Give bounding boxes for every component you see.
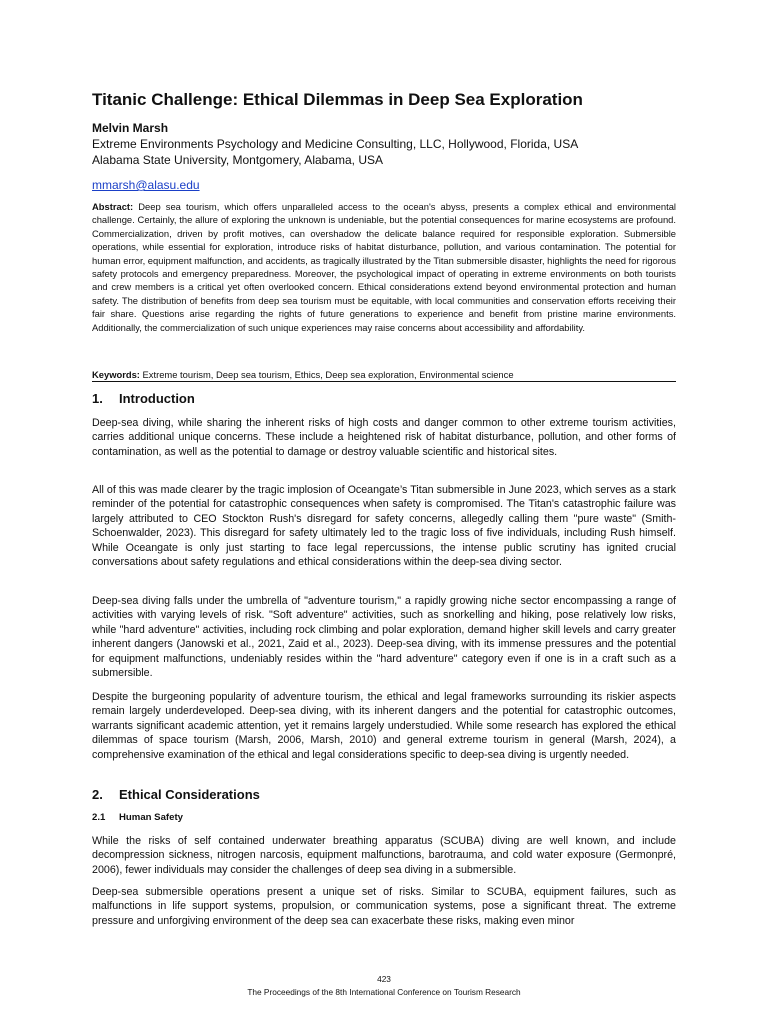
intro-paragraph-4: Despite the burgeoning popularity of adventure tourism, the ethical and legal frameworks surrounding its riskier aspects remain largely underdeveloped. Deep-sea diving, with its inherent dangers and the potential for catastrophic outcomes, warrants significant academic attention, yet it remains largely understudied. While some research has explored the ethical dilemmas of space tourism (Marsh, 2006, Marsh, 2010) and general extreme tourism in general (Marsh, 2024), a comprehensive examination of the ethical and legal considerations specific to deep-sea diving is urgently needed. [92, 691, 676, 761]
paper-title: Titanic Challenge: Ethical Dilemmas in Deep Sea Exploration [92, 90, 583, 109]
human-safety-paragraph-1: While the risks of self contained underwater breathing apparatus (SCUBA) diving are well known, and include decompression sickness, nitrogen narcosis, equipment malfunctions, barotrauma, and cold water exposure (Germonpré, 2006), fewer individuals may consider the challenges of deep sea diving in a submersible. [92, 835, 676, 876]
section-title: Introduction [119, 391, 195, 406]
intro-paragraph-2: All of this was made clearer by the tragic implosion of Oceangate’s Titan submersible in June 2023, which serves as a stark reminder of the potential for catastrophic consequences when safety is compromised. The Titan's catastrophic failure was largely attributed to CEO Stockton Rush's disregard for safety concerns, allegedly calling them "pure waste" (Smith-Schoenwalder, 2023). This disregard for safety ultimately led to the tragic loss of five individuals, including Rush himself. While Oceangate is only just starting to face legal repercussions, the intense public scrutiny has ignited crucial conversations about safety regulations and ethical considerations within the deep-sea diving sector. [92, 484, 676, 569]
page-number: 423 [377, 974, 391, 984]
keywords-label: Keywords: [92, 369, 140, 380]
intro-paragraph-1: Deep-sea diving, while sharing the inherent risks of high costs and danger common to other extreme tourism activities, carries additional unique concerns. These include a heightened risk of habitat disturbance, pollution, and other forms of contamination, as well as the potential to damage or destroy valuable scientific and historical sites. [92, 417, 676, 458]
section-number: 1. [92, 391, 103, 406]
section-title: Ethical Considerations [119, 787, 260, 802]
author-name: Melvin Marsh [92, 121, 169, 135]
abstract-divider [92, 381, 676, 382]
keywords [92, 368, 676, 381]
section-number: 2. [92, 787, 103, 802]
section-heading-ethical-considerations [92, 787, 260, 803]
author-email-link[interactable]: mmarsh@alasu.edu [92, 178, 200, 192]
intro-paragraph-3: Deep-sea diving falls under the umbrella of "adventure tourism," a rapidly growing niche sector encompassing a range of activities with varying levels of risk. "Soft adventure" activities, such as snorkelling and hiking, pose relatively low risks, while "hard adventure" activities, including rock climbing and polar exploration, demand higher skill levels and carry greater inherent dangers (Janowski et al., 2021, Zaid et al., 2023). Deep-sea diving, with its immense pressures and the potential for equipment malfunctions, undeniably resides within the "hard adventure" category even if one is in a craft such as a submersible. [92, 595, 676, 680]
section-heading-introduction [92, 391, 195, 407]
subsection-number: 2.1 [92, 812, 106, 823]
abstract [92, 200, 676, 334]
subsection-title: Human Safety [119, 812, 183, 823]
subsection-heading-human-safety [92, 812, 183, 824]
abstract-text: Deep sea tourism, which offers unparalleled access to the ocean's abyss, presents a complex ethical and environmental challenge. Certainly, the allure of exploring the unknown is undeniable, but the potential consequences for marine ecosystems are profound. Commercialization, driven by profit motives, can overshadow the delicate balance required for responsible exploration. Submersible operations, while essential for exploration, introduce risks of habitat disturbance, pollution, and various contamination. The potential for human error, equipment malfunction, and accidents, as tragically illustrated by the Titan submersible disaster, highlights the need for rigorous safety protocols and emergency preparedness. Moreover, the psychological impact of operating in extreme environments on both tourists and crew members is a critical yet often overlooked concern. Ethical considerations extend beyond environmental protection and human safety. The distribution of benefits from deep sea tourism must be equitable, with local communities and conservation efforts receiving their fair share. Questions arise regarding the rights of future generations to experience and benefit from pristine marine environments. Additionally, the commercialization of such unique experiences may raise concerns about accessibility and affordability. [92, 201, 676, 333]
abstract-label: Abstract: [92, 201, 134, 212]
affiliation-1: Extreme Environments Psychology and Medicine Consulting, LLC, Hollywood, Florida, USA [92, 137, 579, 151]
proceedings-footer: The Proceedings of the 8th International Conference on Tourism Research [247, 987, 521, 997]
affiliation-2: Alabama State University, Montgomery, Alabama, USA [92, 153, 384, 167]
keywords-text: Extreme tourism, Deep sea tourism, Ethics, Deep sea exploration, Environmental science [142, 369, 514, 380]
human-safety-paragraph-2: Deep-sea submersible operations present a unique set of risks. Similar to SCUBA, equipment failures, such as malfunctions in life support systems, propulsion, or communication systems, pose a significant threat. The extreme pressure and unforgiving environment of the deep sea can exacerbate these risks, making even minor [92, 886, 676, 927]
